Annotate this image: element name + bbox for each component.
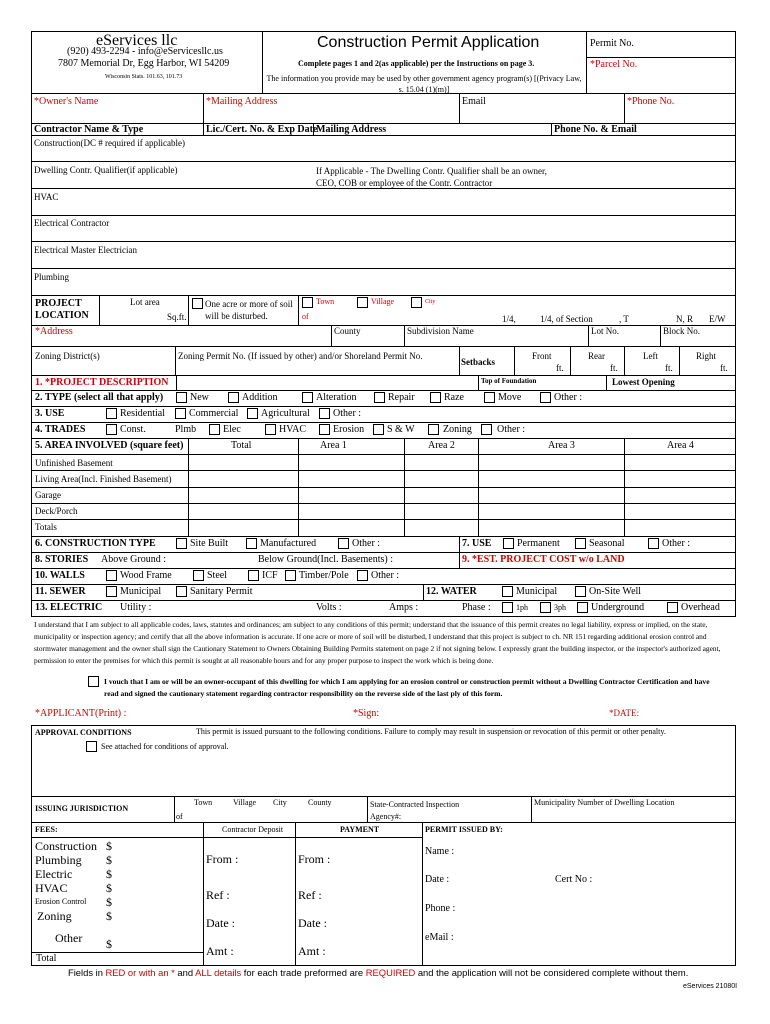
stories-below-ground[interactable]: Below Ground(Incl. Basements) :: [258, 554, 393, 565]
walls-icf-checkbox[interactable]: [248, 570, 259, 581]
walls-icf-label: ICF: [262, 570, 278, 581]
type-raze-checkbox[interactable]: [430, 392, 441, 403]
privacy-note: The information you provide may be used by other government agency program(s) [(Privacy Law, s. 15.04 (1)(m)]: [266, 74, 582, 94]
jurisdiction-village[interactable]: Village: [233, 798, 257, 807]
type-other-label: Other :: [554, 392, 583, 403]
village-label: Village: [371, 297, 395, 306]
subdivision-field[interactable]: Subdivision Name: [407, 326, 474, 336]
type-alteration-checkbox[interactable]: [302, 392, 313, 403]
setback-right-ft: ft.: [720, 363, 728, 373]
electric-utility-field[interactable]: Utility :: [120, 602, 152, 613]
contractor-name-type-header: Contractor Name & Type: [34, 124, 144, 135]
deposit-from[interactable]: From :: [206, 852, 239, 866]
trade-erosion-label: Erosion: [333, 424, 365, 435]
construction-type-label: 6. CONSTRUCTION TYPE: [35, 538, 156, 549]
fee-total-label: Total: [36, 953, 57, 964]
state-inspection-agency[interactable]: State-Contracted Inspection Agency#:: [370, 800, 460, 821]
walls-timber-pole-checkbox[interactable]: [285, 570, 296, 581]
see-attached-label: See attached for conditions of approval.: [101, 742, 229, 751]
issued-by-date[interactable]: Date :: [425, 874, 450, 885]
area-col-2: Area 2: [428, 440, 455, 451]
payment-date[interactable]: Date :: [298, 916, 327, 930]
trade-plmb-label: Plmb: [175, 424, 197, 435]
setback-rear-ft: ft.: [610, 363, 618, 373]
use-permanent-checkbox[interactable]: [503, 538, 514, 549]
zoning-district-field[interactable]: Zoning District(s): [35, 351, 100, 361]
block-no-field[interactable]: Block No.: [663, 326, 700, 336]
walls-steel-checkbox[interactable]: [193, 570, 204, 581]
electric-underground-checkbox[interactable]: [577, 602, 588, 613]
fee-plumbing: Plumbing: [35, 853, 82, 867]
trades-label: 4. TRADES: [35, 424, 86, 435]
use-commercial-checkbox[interactable]: [175, 408, 186, 419]
trade-elec-label: Elec: [223, 424, 241, 435]
type-addition-label: Addition: [242, 392, 278, 403]
applicant-statement: I understand that I am subject to all applicable codes, laws, statutes and ordinances; am subject to any conditions of this permit; understand that the issuance of this permit creates no legal liability, express or implied, on the state, municipality or inspection agency; and certify that all the above information is accurate. If one acre or more of soil will be disturbed, I understand that this project is subject to ch. NR 151 regarding additional erosion control and stormwater management and the owner shall sign the Cautionary Statement to Owners Obtaining Building Permits statement on page 2 if not signing below. I expressly grant the building inspector, or the inspector's authorized agent, permission to enter the premises for which this permit is sought at all reasonable hours and for any proper purpose to inspect the work which is being done.: [34, 620, 721, 665]
sqft-label: Sq.ft.: [167, 312, 187, 322]
type-other-checkbox[interactable]: [540, 392, 551, 403]
contractor-row-master-electrician[interactable]: Electrical Master Electrician: [34, 245, 137, 255]
trade-zoning-label: Zoning: [443, 424, 472, 435]
sewer-municipal-label: Municipal: [120, 586, 162, 597]
use-other-checkbox[interactable]: [319, 408, 330, 419]
fee-zoning: Zoning: [37, 909, 72, 923]
fee-electric-amount[interactable]: $: [106, 867, 112, 881]
zoning-permit-field[interactable]: Zoning Permit No. (If issued by other) and/or Shoreland Permit No.: [178, 351, 423, 361]
city-checkbox[interactable]: [411, 297, 422, 308]
trade-other-label: Other :: [497, 424, 526, 435]
stories-above-ground[interactable]: Above Ground :: [101, 554, 166, 565]
issued-by-phone[interactable]: Phone :: [425, 903, 456, 914]
trade-const-label: Const.: [120, 424, 146, 435]
contractor-row-plumbing[interactable]: Plumbing: [34, 272, 70, 282]
walls-wood-frame-checkbox[interactable]: [106, 570, 117, 581]
applicant-sign-field[interactable]: *Sign:: [353, 708, 380, 719]
area-col-4: Area 4: [667, 440, 694, 451]
payment-ref[interactable]: Ref :: [298, 888, 322, 902]
range-label: N, R: [676, 314, 694, 324]
footer-red-3: REQUIRED: [365, 967, 416, 978]
walls-steel-label: Steel: [207, 570, 227, 581]
approval-conditions-label: APPROVAL CONDITIONS: [35, 728, 132, 737]
jurisdiction-city[interactable]: City: [273, 798, 287, 807]
use-7-label: 7. USE: [462, 538, 492, 549]
qualifier-note: If Applicable - The Dwelling Contr. Qualifier shall be an owner, CEO, COB or employee of the Contr. Contractor: [316, 166, 547, 188]
walls-wood-frame-label: Wood Frame: [120, 570, 172, 581]
permit-issued-by-label: PERMIT ISSUED BY:: [425, 825, 503, 834]
use-seasonal-checkbox[interactable]: [575, 538, 586, 549]
trade-zoning-checkbox[interactable]: [481, 424, 492, 435]
owner-name-field[interactable]: *Owner's Name: [34, 96, 99, 107]
water-onsite-well-label: On-Site Well: [589, 586, 642, 597]
town-label: Town: [316, 297, 335, 306]
water-label: 12. WATER: [426, 586, 477, 597]
area-col-total: Total: [231, 440, 252, 451]
page-title: Construction Permit Application: [317, 34, 540, 51]
deposit-ref[interactable]: Ref :: [206, 888, 230, 902]
contractor-row-construction[interactable]: Construction(DC # required if applicable): [34, 138, 185, 148]
type-label: 2. TYPE (select all that apply): [35, 392, 164, 403]
contractor-mailing-header: Mailing Address: [316, 124, 387, 135]
type-addition-checkbox[interactable]: [228, 392, 239, 403]
fees-label: FEES:: [35, 825, 58, 834]
fee-erosion-control: Erosion Control: [35, 897, 87, 906]
applicant-print-field[interactable]: *APPLICANT(Print) :: [35, 708, 127, 719]
type-repair-checkbox[interactable]: [374, 392, 385, 403]
one-acre-label: One acre or more of soil will be disturbed.: [205, 299, 293, 321]
company-name: eServices llc: [96, 32, 178, 49]
area-row-unfinished-basement: Unfinished Basement: [35, 458, 113, 468]
walls-other-checkbox[interactable]: [357, 570, 368, 581]
area-row-deck-porch: Deck/Porch: [35, 506, 78, 516]
city-label: City: [425, 299, 436, 305]
fee-construction: Construction: [35, 839, 97, 853]
water-municipal-label: Municipal: [516, 586, 558, 597]
setback-left-ft: ft.: [665, 363, 673, 373]
use-seasonal-label: Seasonal: [589, 538, 625, 549]
fee-electric: Electric: [35, 867, 73, 881]
electric-3ph-label: 3ph: [554, 603, 566, 612]
trade-plmb-checkbox[interactable]: [209, 424, 220, 435]
contractor-row-hvac[interactable]: HVAC: [34, 192, 59, 202]
construction-site-built-label: Site Built: [190, 538, 229, 549]
use-other-label: Other :: [333, 408, 362, 419]
issued-by-email[interactable]: eMail :: [425, 932, 454, 943]
village-checkbox[interactable]: [357, 297, 368, 308]
walls-other-label: Other :: [371, 570, 400, 581]
use-residential-checkbox[interactable]: [106, 408, 117, 419]
use-agricultural-label: Agricultural: [261, 408, 310, 419]
setback-front-label: Front: [532, 351, 552, 361]
area-col-3: Area 3: [548, 440, 575, 451]
sewer-label: 11. SEWER: [35, 586, 86, 597]
company-address: 7807 Memorial Dr, Egg Harbor, WI 54209: [58, 58, 230, 69]
area-involved-label: 5. AREA INVOLVED (square feet): [35, 440, 184, 451]
fee-other-amount[interactable]: $: [106, 937, 112, 951]
company-contact: (920) 493-2294 - info@eServicesllc.us: [67, 46, 223, 57]
type-move-label: Move: [498, 392, 522, 403]
footer-note: [68, 968, 688, 977]
town-of-label: of: [302, 312, 309, 321]
construction-site-built-checkbox[interactable]: [176, 538, 187, 549]
electric-volts-field[interactable]: Volts :: [316, 602, 342, 613]
fee-construction-amount[interactable]: $: [106, 839, 112, 853]
footer-text-3: for each trade preformed are: [241, 967, 366, 978]
see-attached-checkbox[interactable]: [86, 741, 97, 752]
fee-hvac-amount[interactable]: $: [106, 881, 112, 895]
municipality-number[interactable]: Municipality Number of Dwelling Location: [534, 798, 675, 807]
electric-overhead-checkbox[interactable]: [667, 602, 678, 613]
jurisdiction-town[interactable]: Town: [194, 798, 213, 807]
area-row-garage: Garage: [35, 490, 61, 500]
payment-label: PAYMENT: [340, 825, 380, 834]
lot-area-label: Lot area: [130, 297, 160, 307]
footer-text-2: and: [174, 967, 196, 978]
contractor-license-header: Lic./Cert. No. & Exp Date: [206, 124, 318, 135]
sewer-sanitary-permit-checkbox[interactable]: [176, 586, 187, 597]
parcel-no-label: *Parcel No.: [590, 59, 638, 70]
east-west-label: E/W: [709, 314, 726, 324]
quarter-1-label: 1/4,: [502, 314, 516, 324]
owner-phone-field[interactable]: *Phone No.: [627, 96, 675, 107]
type-move-checkbox[interactable]: [484, 392, 495, 403]
electric-phase-label: Phase :: [462, 602, 491, 613]
trade-hvac-checkbox[interactable]: [319, 424, 330, 435]
approval-conditions-text: This permit is issued pursuant to the following conditions. Failure to comply may result in suspension or revocation of this permit or other penalty.: [196, 727, 666, 736]
sewer-sanitary-permit-label: Sanitary Permit: [190, 586, 253, 597]
vouch-statement: I vouch that I am or will be an owner-occupant of this dwelling for which I am applying for an erosion control or construction permit without a Dwelling Contractor Certification and have read and signed the cautionary statement regarding contractor responsibility on the reverse side of the last ply of this form.: [104, 677, 710, 698]
project-location-label-2: LOCATION: [35, 310, 89, 321]
complete-note: Complete pages 1 and 2(as applicable) per the Instructions on page 3.: [298, 59, 535, 68]
est-project-cost-label[interactable]: 9. *EST. PROJECT COST w/o LAND: [462, 554, 625, 565]
use-commercial-label: Commercial: [189, 408, 239, 419]
construction-other-label: Other :: [352, 538, 381, 549]
electric-amps-field[interactable]: Amps :: [389, 602, 419, 613]
trade-hvac-label: HVAC: [279, 424, 307, 435]
permit-no-label: Permit No.: [590, 38, 634, 49]
owner-mailing-field[interactable]: *Mailing Address: [206, 96, 278, 107]
form-code: eServices 21080I: [683, 983, 738, 990]
footer-text-4: and the application will not be considered complete without them.: [415, 967, 689, 978]
setback-left-label: Left: [643, 351, 658, 361]
trade-sw-checkbox[interactable]: [428, 424, 439, 435]
electric-overhead-label: Overhead: [681, 602, 720, 613]
setback-right-label: Right: [696, 351, 717, 361]
use-label: 3. USE: [35, 408, 65, 419]
area-row-totals: Totals: [35, 522, 57, 532]
project-location-label-1: PROJECT: [35, 298, 82, 309]
walls-label: 10. WALLS: [35, 570, 85, 581]
electric-3ph-checkbox[interactable]: [540, 602, 551, 613]
contractor-phone-header: Phone No. & Email: [554, 124, 637, 135]
trade-const-checkbox[interactable]: [106, 424, 117, 435]
issued-by-cert-no[interactable]: Cert No :: [555, 874, 593, 885]
applicant-date-field[interactable]: *DATE:: [609, 708, 639, 718]
type-new-checkbox[interactable]: [176, 392, 187, 403]
project-description-label: 1. *PROJECT DESCRIPTION: [35, 377, 169, 388]
fee-zoning-amount[interactable]: $: [106, 909, 112, 923]
issuing-jurisdiction-label: ISSUING JURISDICTION: [35, 804, 129, 813]
footer-text-1: Fields in: [68, 967, 106, 978]
walls-timber-pole-label: Timber/Pole: [299, 570, 349, 581]
use-7-other-label: Other :: [662, 538, 691, 549]
town-checkbox[interactable]: [302, 297, 313, 308]
deposit-amount[interactable]: Amt :: [206, 944, 234, 958]
deposit-date[interactable]: Date :: [206, 916, 235, 930]
fee-plumbing-amount[interactable]: $: [106, 853, 112, 867]
jurisdiction-county[interactable]: County: [308, 798, 332, 807]
area-col-1: Area 1: [320, 440, 347, 451]
payment-from[interactable]: From :: [298, 852, 331, 866]
electric-label: 13. ELECTRIC: [35, 602, 103, 613]
stories-label: 8. STORIES: [35, 554, 89, 565]
type-repair-label: Repair: [388, 392, 415, 403]
water-municipal-checkbox[interactable]: [502, 586, 513, 597]
quarter-2-section-label: 1/4, of Section: [540, 314, 593, 324]
project-address-field[interactable]: *Address: [35, 326, 73, 337]
setbacks-label: Setbacks: [461, 357, 496, 367]
construction-other-checkbox[interactable]: [338, 538, 349, 549]
fee-hvac: HVAC: [35, 881, 68, 895]
sewer-municipal-checkbox[interactable]: [106, 586, 117, 597]
lowest-opening-label: Lowest Opening: [612, 377, 675, 387]
trade-elec-checkbox[interactable]: [265, 424, 276, 435]
use-residential-label: Residential: [120, 408, 165, 419]
use-agricultural-checkbox[interactable]: [247, 408, 258, 419]
area-row-living-area: Living Area(Incl. Finished Basement): [35, 474, 172, 484]
construction-manufactured-label: Manufactured: [260, 538, 317, 549]
owner-email-field[interactable]: Email: [462, 96, 486, 107]
footer-red-1: RED or with an *: [105, 967, 175, 978]
footer-red-2: ALL details: [195, 967, 242, 978]
electric-underground-label: Underground: [591, 602, 645, 613]
one-acre-checkbox[interactable]: [192, 298, 203, 309]
contractor-row-qualifier[interactable]: Dwelling Contr. Qualifier(if applicable): [34, 165, 178, 175]
contractor-row-electrical[interactable]: Electrical Contractor: [34, 218, 110, 228]
trade-sw-label: S & W: [387, 424, 415, 435]
issued-by-name[interactable]: Name :: [425, 846, 455, 857]
payment-amount[interactable]: Amt :: [298, 944, 326, 958]
type-new-label: New: [190, 392, 209, 403]
construction-manufactured-checkbox[interactable]: [246, 538, 257, 549]
township-label: , T: [619, 314, 629, 324]
electric-1ph-checkbox[interactable]: [502, 602, 513, 613]
county-field[interactable]: County: [334, 326, 361, 336]
setback-front-ft: ft.: [556, 363, 564, 373]
statute-reference: Wisconsin Stats. 101.63, 101.73: [105, 74, 183, 80]
jurisdiction-of: of: [176, 812, 183, 821]
setback-rear-label: Rear: [588, 351, 605, 361]
lot-no-field[interactable]: Lot No.: [591, 326, 619, 336]
use-7-other-checkbox[interactable]: [648, 538, 659, 549]
top-of-foundation-label: Top of Foundation: [481, 377, 537, 385]
vouch-checkbox[interactable]: [88, 676, 99, 687]
trade-erosion-checkbox[interactable]: [373, 424, 384, 435]
electric-1ph-label: 1ph: [516, 603, 528, 612]
use-permanent-label: Permanent: [517, 538, 560, 549]
type-alteration-label: Alteration: [316, 392, 357, 403]
contractor-deposit-label: Contractor Deposit: [222, 825, 284, 834]
fee-erosion-amount[interactable]: $: [106, 895, 112, 909]
water-onsite-well-checkbox[interactable]: [575, 586, 586, 597]
fee-other: Other: [55, 931, 83, 945]
type-raze-label: Raze: [444, 392, 464, 403]
